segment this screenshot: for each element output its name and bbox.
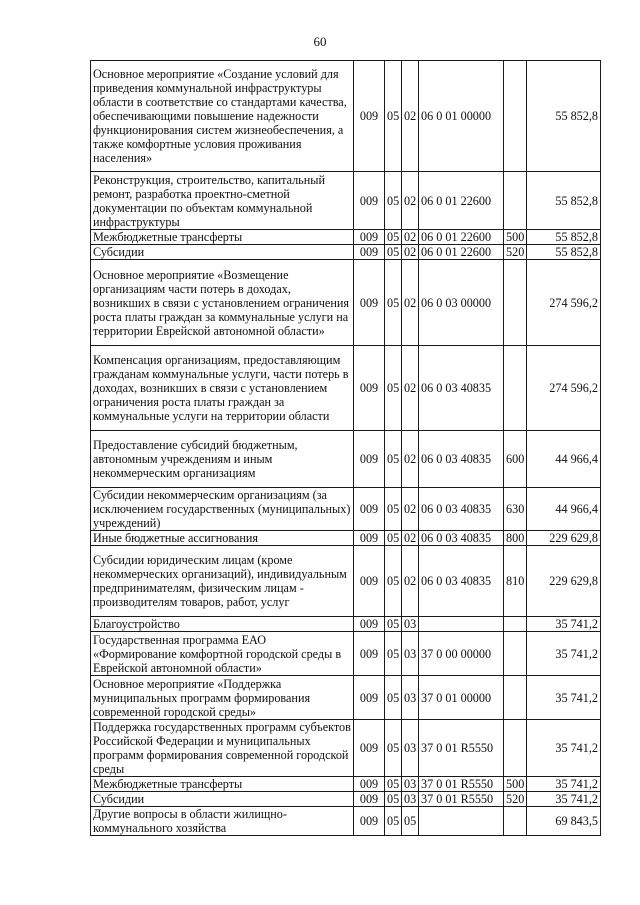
- table-row: [91, 792, 601, 807]
- cell-section: 05: [385, 346, 402, 431]
- cell-name: Компенсация организациям, предоставляющим гражданам коммунальные услуги, части потерь в доходах, возникших в связи с установлением ограничения роста платы граждан за коммунальные услуги на территории области: [91, 346, 354, 431]
- cell-grbs: 009: [354, 488, 385, 531]
- cell-expense-type: 630: [504, 488, 527, 531]
- cell-subsection: 02: [402, 172, 419, 230]
- cell-section: 05: [385, 531, 402, 546]
- cell-section: 05: [385, 632, 402, 676]
- cell-amount: 69 843,5: [527, 807, 601, 836]
- cell-amount: 44 966,4: [527, 488, 601, 531]
- cell-target-article: 37 0 01 R5550: [419, 777, 504, 792]
- cell-subsection: 02: [402, 531, 419, 546]
- cell-expense-type: [504, 172, 527, 230]
- cell-name: Государственная программа ЕАО «Формирование комфортной городской среды в Еврейской автономной области»: [91, 632, 354, 676]
- cell-amount: 35 741,2: [527, 617, 601, 632]
- cell-amount: 274 596,2: [527, 260, 601, 346]
- cell-subsection: 02: [402, 61, 419, 172]
- cell-grbs: 009: [354, 172, 385, 230]
- cell-name: Основное мероприятие «Поддержка муниципальных программ формирования современной городской среды»: [91, 676, 354, 720]
- cell-amount: 55 852,8: [527, 230, 601, 245]
- cell-subsection: 03: [402, 676, 419, 720]
- table-row: [91, 346, 601, 431]
- cell-grbs: 009: [354, 245, 385, 260]
- cell-subsection: 02: [402, 346, 419, 431]
- cell-subsection: 02: [402, 431, 419, 488]
- cell-expense-type: 520: [504, 792, 527, 807]
- table-row: [91, 245, 601, 260]
- cell-subsection: 05: [402, 807, 419, 836]
- table-row: [91, 431, 601, 488]
- cell-expense-type: [504, 676, 527, 720]
- cell-expense-type: 500: [504, 777, 527, 792]
- cell-amount: 44 966,4: [527, 431, 601, 488]
- cell-target-article: 06 0 03 00000: [419, 260, 504, 346]
- cell-amount: 55 852,8: [527, 172, 601, 230]
- cell-section: 05: [385, 546, 402, 617]
- cell-target-article: 37 0 00 00000: [419, 632, 504, 676]
- cell-name: Иные бюджетные ассигнования: [91, 531, 354, 546]
- cell-section: 05: [385, 260, 402, 346]
- cell-subsection: 03: [402, 617, 419, 632]
- cell-subsection: 03: [402, 792, 419, 807]
- cell-name: Благоустройство: [91, 617, 354, 632]
- cell-expense-type: 500: [504, 230, 527, 245]
- cell-grbs: 009: [354, 807, 385, 836]
- cell-grbs: 009: [354, 792, 385, 807]
- cell-amount: 35 741,2: [527, 720, 601, 777]
- cell-grbs: 009: [354, 777, 385, 792]
- cell-subsection: 02: [402, 546, 419, 617]
- cell-subsection: 02: [402, 260, 419, 346]
- table-row: [91, 531, 601, 546]
- cell-section: 05: [385, 488, 402, 531]
- table-row: [91, 61, 601, 172]
- cell-section: 05: [385, 431, 402, 488]
- cell-amount: 35 741,2: [527, 676, 601, 720]
- cell-name: Основное мероприятие «Возмещение организациям части потерь в доходах, возникших в связи с установлением ограничения роста платы граждан за коммунальные услуги на территории Еврейской автономной области»: [91, 260, 354, 346]
- cell-grbs: 009: [354, 546, 385, 617]
- cell-grbs: 009: [354, 61, 385, 172]
- cell-expense-type: 600: [504, 431, 527, 488]
- cell-subsection: 03: [402, 632, 419, 676]
- cell-expense-type: 810: [504, 546, 527, 617]
- table-row: [91, 172, 601, 230]
- cell-name: Субсидии некоммерческим организациям (за исключением государственных (муниципальных) учреждений): [91, 488, 354, 531]
- cell-section: 05: [385, 245, 402, 260]
- cell-section: 05: [385, 230, 402, 245]
- cell-section: 05: [385, 792, 402, 807]
- cell-target-article: 37 0 01 R5550: [419, 792, 504, 807]
- cell-grbs: 009: [354, 617, 385, 632]
- cell-name: Другие вопросы в области жилищно-коммунального хозяйства: [91, 807, 354, 836]
- cell-expense-type: [504, 720, 527, 777]
- budget-table: [90, 60, 601, 836]
- cell-name: Поддержка государственных программ субъектов Российской Федерации и муниципальных программ формирования современной городской среды: [91, 720, 354, 777]
- table-body: [91, 61, 601, 836]
- cell-section: 05: [385, 807, 402, 836]
- cell-section: 05: [385, 617, 402, 632]
- cell-grbs: 009: [354, 531, 385, 546]
- cell-amount: 35 741,2: [527, 777, 601, 792]
- cell-section: 05: [385, 720, 402, 777]
- cell-subsection: 02: [402, 230, 419, 245]
- cell-target-article: [419, 807, 504, 836]
- cell-grbs: 009: [354, 720, 385, 777]
- cell-expense-type: 800: [504, 531, 527, 546]
- cell-amount: 35 741,2: [527, 632, 601, 676]
- cell-target-article: 06 0 01 00000: [419, 61, 504, 172]
- table-row: [91, 632, 601, 676]
- cell-grbs: 009: [354, 346, 385, 431]
- cell-expense-type: [504, 807, 527, 836]
- cell-expense-type: [504, 61, 527, 172]
- table-row: [91, 617, 601, 632]
- cell-target-article: 06 0 01 22600: [419, 230, 504, 245]
- cell-target-article: 06 0 03 40835: [419, 346, 504, 431]
- cell-target-article: 06 0 03 40835: [419, 431, 504, 488]
- table-row: [91, 777, 601, 792]
- cell-target-article: 06 0 01 22600: [419, 245, 504, 260]
- cell-name: Реконструкция, строительство, капитальный ремонт, разработка проектно-сметной документации по объектам коммунальной инфраструктуры: [91, 172, 354, 230]
- cell-name: Субсидии юридическим лицам (кроме некоммерческих организаций), индивидуальным предпринимателям, физическим лицам - производителям товаров, работ, услуг: [91, 546, 354, 617]
- cell-subsection: 03: [402, 720, 419, 777]
- cell-amount: 274 596,2: [527, 346, 601, 431]
- cell-grbs: 009: [354, 431, 385, 488]
- cell-expense-type: [504, 260, 527, 346]
- cell-target-article: 37 0 01 R5550: [419, 720, 504, 777]
- cell-section: 05: [385, 777, 402, 792]
- table-row: [91, 260, 601, 346]
- cell-subsection: 02: [402, 245, 419, 260]
- cell-grbs: 009: [354, 260, 385, 346]
- cell-expense-type: 520: [504, 245, 527, 260]
- cell-amount: 229 629,8: [527, 531, 601, 546]
- cell-expense-type: [504, 632, 527, 676]
- page-number: 60: [313, 34, 327, 49]
- cell-expense-type: [504, 617, 527, 632]
- table-row: [91, 230, 601, 245]
- cell-name: Межбюджетные трансферты: [91, 777, 354, 792]
- cell-amount: 55 852,8: [527, 61, 601, 172]
- cell-target-article: 37 0 01 00000: [419, 676, 504, 720]
- cell-section: 05: [385, 676, 402, 720]
- table-row: [91, 488, 601, 531]
- table-row: [91, 676, 601, 720]
- cell-grbs: 009: [354, 632, 385, 676]
- cell-name: Основное мероприятие «Создание условий для приведения коммунальной инфраструктуры области в соответствие со стандартами качества, обеспечивающими повышение надежности функционирования систем жизнеобеспечения, а также комфортные условия проживания населения»: [91, 61, 354, 172]
- cell-target-article: 06 0 01 22600: [419, 172, 504, 230]
- cell-name: Субсидии: [91, 245, 354, 260]
- cell-target-article: [419, 617, 504, 632]
- cell-amount: 55 852,8: [527, 245, 601, 260]
- cell-subsection: 02: [402, 488, 419, 531]
- table-row: [91, 807, 601, 836]
- cell-target-article: 06 0 03 40835: [419, 488, 504, 531]
- table-row: [91, 720, 601, 777]
- cell-amount: 229 629,8: [527, 546, 601, 617]
- cell-amount: 35 741,2: [527, 792, 601, 807]
- cell-grbs: 009: [354, 230, 385, 245]
- cell-target-article: 06 0 03 40835: [419, 531, 504, 546]
- cell-section: 05: [385, 61, 402, 172]
- cell-name: Предоставление субсидий бюджетным, автономным учреждениям и иным некоммерческим организациям: [91, 431, 354, 488]
- cell-subsection: 03: [402, 777, 419, 792]
- cell-name: Межбюджетные трансферты: [91, 230, 354, 245]
- table-row: [91, 546, 601, 617]
- cell-target-article: 06 0 03 40835: [419, 546, 504, 617]
- cell-expense-type: [504, 346, 527, 431]
- cell-grbs: 009: [354, 676, 385, 720]
- cell-name: Субсидии: [91, 792, 354, 807]
- cell-section: 05: [385, 172, 402, 230]
